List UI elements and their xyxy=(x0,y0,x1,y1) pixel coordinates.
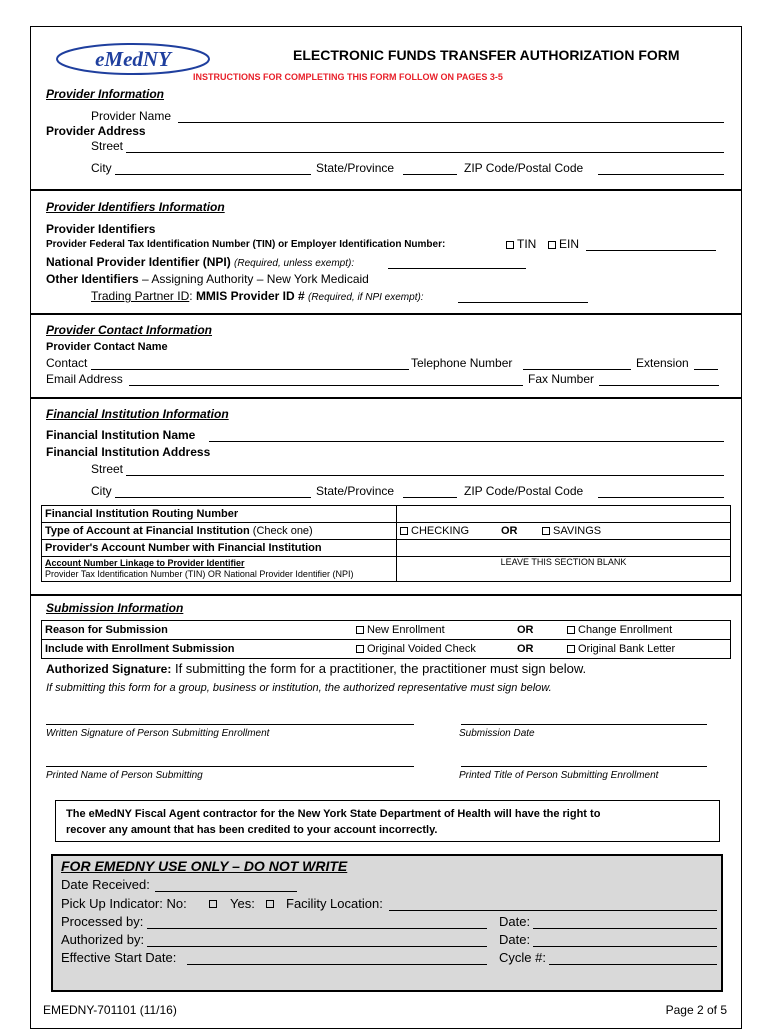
financial-table xyxy=(41,505,731,582)
divider xyxy=(31,189,741,191)
extension-label: Extension xyxy=(636,356,689,370)
fi-zip-label: ZIP Code/Postal Code xyxy=(464,484,584,498)
savings-checkbox[interactable] xyxy=(542,527,550,535)
form-page xyxy=(30,26,742,1029)
pickup-no-checkbox[interactable] xyxy=(209,900,217,908)
provider-city-field[interactable] xyxy=(115,174,311,175)
contact-field[interactable] xyxy=(91,369,409,370)
divider xyxy=(31,594,741,596)
street-label: Street xyxy=(91,139,124,153)
or-text: OR xyxy=(514,621,564,640)
signature-field[interactable] xyxy=(46,724,414,725)
submission-table xyxy=(41,620,731,659)
table-row xyxy=(42,523,731,540)
page-number: Page 2 of 5 xyxy=(665,1003,727,1017)
fi-address-label: Financial Institution Address xyxy=(46,445,211,459)
facility-location-field[interactable] xyxy=(389,910,717,911)
instructions-note: INSTRUCTIONS FOR COMPLETING THIS FORM FOLLOW ON PAGES 3-5 xyxy=(193,72,503,82)
date-label-1: Date: xyxy=(499,914,531,929)
provider-info-heading: Provider Information xyxy=(46,87,165,101)
state-label: State/Province xyxy=(316,161,395,175)
fax-field[interactable] xyxy=(599,385,719,386)
signature-label: Written Signature of Person Submitting Enrollment xyxy=(46,728,270,739)
routing-field[interactable] xyxy=(397,506,731,523)
email-field[interactable] xyxy=(129,385,523,386)
table-row xyxy=(42,540,731,557)
authorized-signature-row: Authorized Signature: If submitting the form for a practitioner, the practitioner must sign below. xyxy=(46,661,587,676)
emedny-logo xyxy=(53,39,213,79)
account-type-cell: Type of Account at Financial Institution (Check one) xyxy=(42,523,397,540)
contact-heading: Provider Contact Information xyxy=(46,323,213,337)
cycle-label: Cycle #: xyxy=(499,950,546,965)
fi-street-label: Street xyxy=(91,462,124,476)
email-label: Email Address xyxy=(46,372,123,386)
tin-checkbox[interactable] xyxy=(506,241,514,249)
bank-letter-option[interactable]: Original Bank Letter xyxy=(564,640,731,659)
fax-label: Fax Number xyxy=(528,372,595,386)
printed-title-field[interactable] xyxy=(461,766,707,767)
authorized-by-field[interactable] xyxy=(147,946,487,947)
trading-partner-row: Trading Partner ID: MMIS Provider ID # (Required, if NPI exempt): xyxy=(91,289,424,303)
processed-by-label: Processed by: xyxy=(61,914,144,929)
ein-option[interactable]: EIN xyxy=(548,237,579,251)
form-id: EMEDNY-701101 (11/16) xyxy=(43,1003,177,1017)
ein-checkbox[interactable] xyxy=(548,241,556,249)
reason-label: Reason for Submission xyxy=(42,621,354,640)
identifiers-subheading: Provider Identifiers xyxy=(46,222,156,236)
other-identifiers-row: Other Identifiers – Assigning Authority – New York Medicaid xyxy=(46,272,369,286)
printed-title-label: Printed Title of Person Submitting Enrollment xyxy=(459,770,659,781)
pickup-indicator-label: Pick Up Indicator: No: xyxy=(61,896,187,911)
new-enrollment-option[interactable]: New Enrollment xyxy=(353,621,514,640)
or-text: OR xyxy=(514,640,564,659)
city-label: City xyxy=(91,161,112,175)
voided-check-option[interactable]: Original Voided Check xyxy=(353,640,514,659)
facility-location-label: Facility Location: xyxy=(286,896,383,911)
office-use-heading: FOR EMEDNY USE ONLY – DO NOT WRITE xyxy=(61,858,348,874)
provider-zip-field[interactable] xyxy=(598,174,724,175)
checking-option[interactable]: CHECKING xyxy=(397,523,499,540)
extension-field[interactable] xyxy=(694,369,718,370)
fi-state-label: State/Province xyxy=(316,484,395,498)
routing-label: Financial Institution Routing Number xyxy=(42,506,397,523)
identifiers-heading: Provider Identifiers Information xyxy=(46,200,225,214)
provider-street-field[interactable] xyxy=(126,152,724,153)
pickup-yes-checkbox[interactable] xyxy=(266,900,274,908)
linkage-cell: Account Number Linkage to Provider Identifier Provider Tax Identification Number (TIN) OR National Provider Identifier (NPI) xyxy=(42,557,397,582)
account-number-field[interactable] xyxy=(397,540,731,557)
include-label: Include with Enrollment Submission xyxy=(42,640,354,659)
npi-field[interactable] xyxy=(388,268,526,269)
fi-state-field[interactable] xyxy=(403,497,457,498)
tin-field[interactable] xyxy=(586,250,716,251)
logo-text: eMedNY xyxy=(95,47,171,71)
fi-city-field[interactable] xyxy=(115,497,311,498)
table-row xyxy=(42,557,731,582)
provider-name-label: Provider Name xyxy=(91,109,172,123)
submission-date-label: Submission Date xyxy=(459,728,535,739)
checking-checkbox[interactable] xyxy=(400,527,408,535)
pickup-yes-label: Yes: xyxy=(230,896,255,911)
tin-label: Provider Federal Tax Identification Number (TIN) or Employer Identification Number: xyxy=(46,239,446,250)
fi-city-label: City xyxy=(91,484,112,498)
date-field-1[interactable] xyxy=(533,928,717,929)
divider xyxy=(31,313,741,315)
office-use-box xyxy=(51,854,723,992)
divider xyxy=(31,397,741,399)
fiscal-notice-line-1: The eMedNY Fiscal Agent contractor for the New York State Department of Health will have the right to xyxy=(66,808,601,820)
table-row xyxy=(42,640,731,659)
printed-name-field[interactable] xyxy=(46,766,414,767)
provider-state-field[interactable] xyxy=(403,174,457,175)
authorized-by-label: Authorized by: xyxy=(61,932,145,947)
fi-street-field[interactable] xyxy=(126,475,724,476)
provider-name-field[interactable] xyxy=(178,122,724,123)
table-row xyxy=(42,621,731,640)
new-enrollment-checkbox[interactable] xyxy=(356,626,364,634)
table-row xyxy=(42,506,731,523)
financial-heading: Financial Institution Information xyxy=(46,407,229,421)
account-number-label: Provider's Account Number with Financial Institution xyxy=(42,540,397,557)
or-text: OR xyxy=(498,523,539,540)
form-title: ELECTRONIC FUNDS TRANSFER AUTHORIZATION FORM xyxy=(293,47,680,63)
submission-date-field[interactable] xyxy=(461,724,707,725)
contact-name-label: Provider Contact Name xyxy=(46,341,168,353)
submission-heading: Submission Information xyxy=(46,601,184,615)
date-field-2[interactable] xyxy=(533,946,717,947)
savings-option[interactable]: SAVINGS xyxy=(539,523,731,540)
change-enrollment-option[interactable]: Change Enrollment xyxy=(564,621,731,640)
fi-name-label: Financial Institution Name xyxy=(46,428,196,442)
npi-row: National Provider Identifier (NPI) (Required, unless exempt): xyxy=(46,255,355,269)
date-received-field[interactable] xyxy=(155,891,297,892)
phone-field[interactable] xyxy=(523,369,631,370)
fiscal-agent-notice xyxy=(55,800,720,842)
zip-label: ZIP Code/Postal Code xyxy=(464,161,584,175)
processed-by-field[interactable] xyxy=(147,928,487,929)
date-label-2: Date: xyxy=(499,932,531,947)
fi-zip-field[interactable] xyxy=(598,497,724,498)
change-enrollment-checkbox[interactable] xyxy=(567,626,575,634)
effective-start-field[interactable] xyxy=(187,964,487,965)
effective-start-label: Effective Start Date: xyxy=(61,950,177,965)
contact-label: Contact xyxy=(46,356,88,370)
bank-letter-checkbox[interactable] xyxy=(567,645,575,653)
fiscal-notice-line-2: recover any amount that has been credited to your account incorrectly. xyxy=(66,824,438,836)
fi-name-field[interactable] xyxy=(209,441,724,442)
voided-check-checkbox[interactable] xyxy=(356,645,364,653)
date-received-label: Date Received: xyxy=(61,877,150,892)
phone-label: Telephone Number xyxy=(411,356,513,370)
provider-address-label: Provider Address xyxy=(46,124,146,138)
mmis-field[interactable] xyxy=(458,302,588,303)
leave-blank-note: LEAVE THIS SECTION BLANK xyxy=(397,557,731,582)
authorized-group-note: If submitting this form for a group, business or institution, the authorized representative must sign below. xyxy=(46,682,552,694)
cycle-field[interactable] xyxy=(549,964,717,965)
tin-option[interactable]: TIN xyxy=(506,237,536,251)
printed-name-label: Printed Name of Person Submitting xyxy=(46,770,203,781)
